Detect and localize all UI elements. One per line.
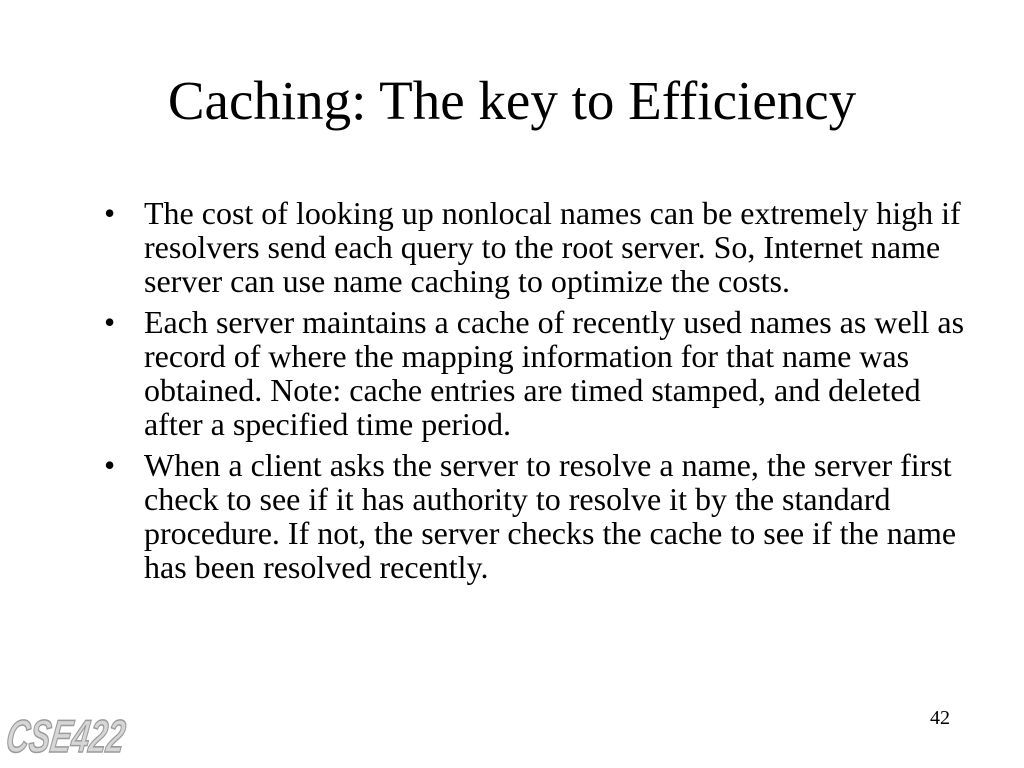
bullet-item: [100, 196, 980, 298]
bullet-marker: •: [104, 447, 116, 483]
bullet-text: When a client asks the server to resolve a name, the server first check to see if it has authority to resolve it by the standard procedure. If not, the server checks the cache to see if the name has been resolved recently.: [144, 447, 957, 585]
bullet-item: [100, 448, 980, 584]
bullet-marker: •: [104, 304, 116, 340]
bullet-text: The cost of looking up nonlocal names can be extremely high if resolvers send each query to the root server. So, Internet name server can use name caching to optimize the costs.: [144, 195, 961, 299]
bullet-text: Each server maintains a cache of recently used names as well as record of where the mapping information for that name was obtained. Note: cache entries are timed stamped, and deleted after a specified time period.: [144, 304, 965, 442]
bullet-list: [100, 196, 980, 591]
course-logo-text: CSE422: [3, 710, 182, 762]
page-number: 42: [930, 707, 950, 729]
slide-title: Caching: The key to Efficiency: [167, 70, 857, 131]
bullet-marker: •: [104, 195, 116, 231]
course-logo: [0, 700, 182, 762]
bullet-item: [100, 305, 980, 441]
